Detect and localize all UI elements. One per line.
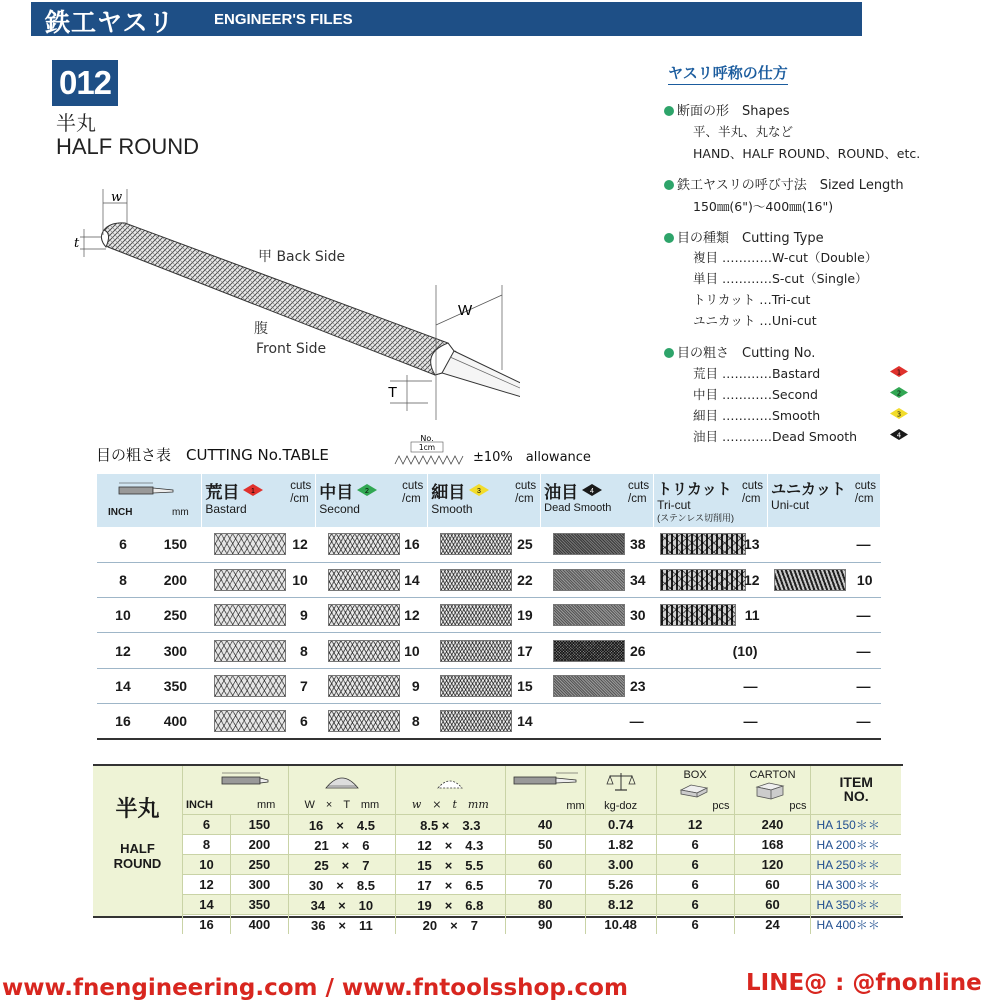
guide-size-heading: 鉄工ヤスリの呼び寸法 Sized Length [664,174,904,193]
svg-text:1: 1 [896,368,902,377]
guide-type-line: 単目 …………S-cut（Single） [693,271,868,286]
svg-text:4: 4 [896,431,902,440]
guide-title: ヤスリ呼称の仕方 [668,62,788,85]
cuts-unit-label: cuts /cm [290,480,312,505]
footer-line-id: LINE@ : @fnonline [746,970,982,996]
guide-type-heading: 目の種類 Cutting Type [664,227,824,246]
cut-pattern-swatch [553,569,625,591]
front-side-label: Front Side [256,341,327,357]
half-round-file-illustration [70,175,520,430]
inch-label: INCH [108,507,133,518]
guide-type-line: ユニカット …Uni-cut [693,313,817,328]
guide-type-line: 複目 …………W-cut（Double） [693,250,878,265]
cut-pattern-swatch [214,710,286,732]
diamond-2-icon [890,387,908,398]
size-header: INCH mm [183,766,289,814]
cuts-unit-label: cuts /cm [402,480,424,505]
w-small-label: w [111,190,123,205]
cut-pattern-swatch [328,640,400,662]
diamond-4-icon [582,484,602,496]
bullet-icon [664,233,674,243]
cut-pattern-swatch [440,675,512,697]
wt-header: w × t mm [395,766,505,814]
size-header [97,474,202,527]
guide-cutno-line: 油目 …………Dead Smooth [693,429,858,444]
header-title-jp: 鉄工ヤスリ [45,8,175,37]
table-row: 10 250 25 × 7 15 × 5.5 60 3.00 6 120 HA 250＊＊ [183,854,902,874]
tang-length-icon [510,770,580,790]
svg-text:4: 4 [590,488,595,495]
cut-pattern-swatch [774,569,846,591]
svg-text:1cm: 1cm [418,443,436,452]
cut-pattern-swatch [660,604,736,626]
product-name-cell [93,766,182,916]
header-title-en: ENGINEER'S FILES [214,11,353,28]
guide-cutno-heading: 目の粗さ Cutting No. [664,342,815,361]
diamond-1-icon [243,484,263,496]
table-row: 14 350 7 9 15 23 — — [97,668,881,703]
cut-pattern-swatch [328,675,400,697]
W-big-label: W [458,302,473,319]
item-number-header: ITEM NO. [811,766,901,814]
header-bar [31,2,862,36]
cut-pattern-swatch [553,533,625,555]
belly-label-jp: 腹 [254,321,268,337]
bullet-icon [664,348,674,358]
svg-text:2: 2 [896,389,902,398]
svg-text:No.: No. [420,434,434,443]
diamond-3-icon [469,484,489,496]
svg-text:1: 1 [251,488,256,495]
cut-pattern-swatch [214,604,286,626]
section-tip-icon [430,770,470,792]
diamond-1-icon [890,366,908,377]
dimension-table [93,764,903,933]
WT-header: W × T mm [288,766,395,814]
tri-cut-column-header: トリカット Tri-cut (ステンレス切削用) cuts /cm [654,474,768,527]
back-side-label: 甲 Back Side [258,249,346,265]
dim-name-jp: 半丸 [115,797,160,822]
guide-shapes-heading: 断面の形 Shapes [664,100,789,119]
cut-pattern-swatch [440,604,512,626]
guide-shapes-line-1: 平、半丸、丸など [693,124,794,139]
weight-header: kg-doz [585,766,656,814]
tang-length-header: mm [505,766,585,814]
section-icon [322,770,362,792]
guide-cutno-line: 中目 …………Second [693,387,818,402]
cut-pattern-swatch [660,533,746,555]
guide-size-line: 150㎜(6")～400㎜(16") [693,199,834,214]
svg-text:2: 2 [365,488,370,495]
cuts-unit-label: cuts /cm [741,480,764,505]
table-row: 12 300 8 10 17 26 (10) — [97,633,881,668]
table-row: 14 350 34 × 10 19 × 6.8 80 8.12 6 60 HA 350＊＊ [183,894,902,914]
svg-text:3: 3 [477,488,482,495]
cut-pattern-swatch [553,640,625,662]
cutting-table-title: 目の粗さ表 CUTTING No.TABLE [96,446,329,464]
t-small-label: t [74,236,80,251]
table-row: 6 150 16 × 4.5 8.5 × 3.3 40 0.74 12 240 HA 150＊＊ [183,814,902,834]
second-column-header: 中目 2 Second cuts /cm [316,474,428,527]
table-row: 16 400 36 × 11 20 × 7 90 10.48 6 24 HA 400＊＊ [183,914,902,934]
cut-pattern-swatch [440,569,512,591]
scale-icon [606,770,636,794]
cut-pattern-swatch [214,675,286,697]
allowance-note: ±10% allowance [473,450,591,465]
tooth-pitch-icon [393,432,465,466]
carton-icon [755,781,785,801]
mm-label: mm [172,507,189,518]
cut-pattern-swatch [440,640,512,662]
diamond-4-icon [890,429,908,440]
svg-text:3: 3 [896,410,902,419]
cutting-number-table [97,474,881,740]
cut-pattern-swatch [328,533,400,555]
cut-pattern-swatch [553,604,625,626]
box-header: BOX pcs [656,766,734,814]
guide-cutno-line: 荒目 …………Bastard [693,366,821,381]
cut-pattern-swatch [328,569,400,591]
box-icon [679,782,709,798]
guide-type-line: トリカット …Tri-cut [693,292,811,307]
file-size-icon [117,480,177,500]
guide-shapes-line-2: HAND、HALF ROUND、ROUND、etc. [693,146,921,161]
product-name-jp: 半丸 [56,111,96,135]
cut-pattern-swatch [214,640,286,662]
bullet-icon [664,106,674,116]
guide-cutno-line: 細目 …………Smooth [693,408,821,423]
cut-pattern-swatch [214,533,286,555]
cut-pattern-swatch [440,533,512,555]
cut-pattern-swatch [328,604,400,626]
footer-website-links[interactable]: www.fnengineering.com / www.fntoolsshop.com [2,975,628,1000]
cut-pattern-swatch [440,710,512,732]
cut-pattern-swatch [328,710,400,732]
diamond-2-icon [357,484,377,496]
cuts-unit-label: cuts /cm [628,480,650,505]
table-row: 10 250 9 12 19 30 11 — [97,598,881,633]
table-row: 6 150 12 16 25 38 13 — [97,527,881,562]
cut-pattern-swatch [660,569,746,591]
dead-smooth-column-header: 油目 4 Dead Smooth cuts /cm [541,474,654,527]
dim-name-en: HALF ROUND [113,841,162,871]
table-row: 12 300 30 × 8.5 17 × 6.5 70 5.26 6 60 HA 300＊＊ [183,874,902,894]
T-big-label: T [388,384,398,401]
uni-cut-column-header: ユニカット Uni-cut cuts /cm [768,474,881,527]
cuts-unit-label: cuts /cm [854,480,876,505]
product-name-en: HALF ROUND [56,134,200,159]
smooth-column-header: 細目 3 Smooth cuts /cm [428,474,541,527]
table-row: 8 200 21 × 6 12 × 4.3 50 1.82 6 168 HA 200＊＊ [183,834,902,854]
table-row: 8 200 10 14 22 34 12 10 [97,562,881,597]
cut-pattern-swatch [553,675,625,697]
diamond-3-icon [890,408,908,419]
bullet-icon [664,180,674,190]
table-row: 16 400 6 8 14 — — — [97,703,881,738]
dimension-data-table [182,766,901,934]
cut-pattern-swatch [214,569,286,591]
product-code-badge: 012 [52,60,118,106]
cuts-unit-label: cuts /cm [515,480,537,505]
bastard-column-header: 荒目 1 Bastard cuts /cm [202,474,316,527]
file-size-icon [200,770,270,790]
carton-header: CARTON pcs [734,766,811,814]
